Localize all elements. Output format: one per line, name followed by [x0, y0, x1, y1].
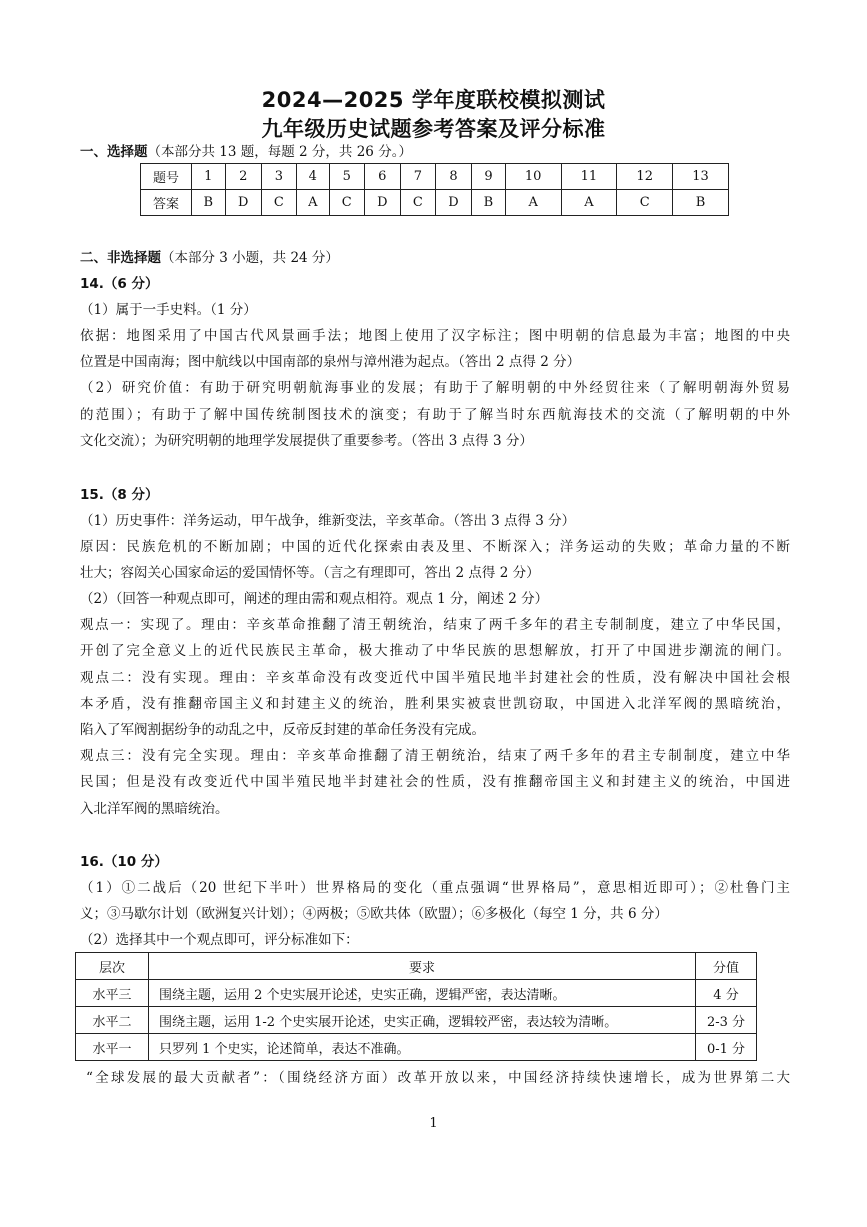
scoring-level-table [75, 952, 757, 1061]
q15-heading: 15.（8 分） [80, 487, 159, 503]
q15-line: 开创了完全意义上的近代民族民主革命，极大推动了中华民族的思想解放，打开了中国进步潮流的闸门。 [80, 643, 790, 659]
row-label-answer: 答案 [141, 190, 192, 216]
q16-heading: 16.（10 分） [80, 854, 168, 870]
requirement-cell: 只罗列 1 个史实，论述简单，表达不准确。 [149, 1034, 696, 1061]
q14-line: 文化交流）；为研究明朝的地理学发展提供了重要参考。（答出 3 点得 3 分） [80, 433, 533, 449]
q15-line: 观点三：没有完全实现。理由：辛亥革命推翻了清王朝统治，结束了两千多年的君主专制制度，建立中华 [80, 748, 790, 764]
header-requirement: 要求 [149, 953, 696, 980]
answer-cell: B [192, 190, 226, 216]
section1-heading-line [80, 140, 790, 164]
section2-heading-line [80, 246, 790, 270]
header-level: 层次 [76, 953, 149, 980]
question-number: 2 [225, 164, 261, 190]
level-cell: 水平一 [76, 1034, 149, 1061]
answer-cell: B [673, 190, 729, 216]
q14-line: 位置是中国南海；图中航线以中国南部的泉州与漳州港为起点。（答出 2 点得 2 分） [80, 354, 581, 370]
score-cell: 0-1 分 [696, 1034, 757, 1061]
q14-line: （1）属于一手史料。（1 分） [80, 302, 257, 318]
exam-title: 2024—2025 学年度联校模拟测试 [261, 88, 606, 112]
exam-subtitle: 九年级历史试题参考答案及评分标准 [261, 117, 606, 141]
question-number: 13 [673, 164, 729, 190]
row-label-number: 题号 [141, 164, 192, 190]
question-number: 4 [296, 164, 329, 190]
question-number: 3 [261, 164, 296, 190]
q14-heading: 14.（6 分） [80, 276, 159, 292]
question-number: 10 [505, 164, 561, 190]
answer-cell: B [472, 190, 506, 216]
q14-line: （2）研究价值：有助于研究明朝航海事业的发展；有助于了解明朝的中外经贸往来（了解明朝海外贸易 [80, 380, 790, 396]
level-cell: 水平二 [76, 1007, 149, 1034]
q16-line: （2）选择其中一个观点即可，评分标准如下： [80, 932, 359, 948]
table-row [141, 190, 729, 216]
q15-line: 民国；但是没有改变近代中国半殖民地半封建社会的性质，没有推翻帝国主义和封建主义的统治，中国进 [80, 774, 790, 790]
answer-cell: C [617, 190, 673, 216]
answer-cell: A [505, 190, 561, 216]
answer-cell: C [329, 190, 364, 216]
table-row [76, 980, 757, 1007]
question-number: 9 [472, 164, 506, 190]
q15-line: 壮大；容闳关心国家命运的爱国情怀等。（言之有理即可，答出 2 点得 2 分） [80, 565, 540, 581]
question-number: 11 [561, 164, 617, 190]
header-score: 分值 [696, 953, 757, 980]
answer-cell: C [400, 190, 435, 216]
answer-cell: A [296, 190, 329, 216]
question-number: 5 [329, 164, 364, 190]
table-header-row [76, 953, 757, 980]
q16-line: （1）①二战后（20 世纪下半叶）世界格局的变化（重点强调“世界格局”，意思相近即可）；②杜鲁门主 [80, 880, 790, 896]
section1-heading: 一、选择题 [80, 144, 148, 160]
q15-line: 入北洋军阀的黑暗统治。 [80, 801, 229, 817]
answer-cell: A [561, 190, 617, 216]
question-number: 12 [617, 164, 673, 190]
q14-line: 依据：地图采用了中国古代风景画手法；地图上使用了汉字标注；图中明朝的信息最为丰富；地图的中央 [80, 328, 790, 344]
q16-line: 义；③马歇尔计划（欧洲复兴计划）；④两极；⑤欧共体（欧盟）；⑥多极化（每空 1 分，共 6 分） [80, 906, 668, 922]
table-row [141, 164, 729, 190]
answer-cell: D [225, 190, 261, 216]
score-cell: 4 分 [696, 980, 757, 1007]
section1-note: （本部分共 13 题，每题 2 分，共 26 分。） [147, 144, 412, 160]
q15-line: 陷入了军阀割据纷争的动乱之中，反帝反封建的革命任务没有完成。 [80, 722, 485, 738]
table-row [76, 1007, 757, 1034]
question-number: 1 [192, 164, 226, 190]
score-cell: 2-3 分 [696, 1007, 757, 1034]
section2-heading: 二、非选择题 [80, 250, 161, 266]
q15-line: 本矛盾，没有推翻帝国主义和封建主义的统治，胜利果实被袁世凯窃取，中国进入北洋军阀的黑暗统治， [80, 696, 790, 712]
requirement-cell: 围绕主题，运用 2 个史实展开论述，史实正确，逻辑严密，表达清晰。 [149, 980, 696, 1007]
question-number: 7 [400, 164, 435, 190]
q16-example-line: “全球发展的最大贡献者”：（围绕经济方面）改革开放以来，中国经济持续快速增长，成为世界第二大 [86, 1070, 790, 1086]
q15-line: （2）（回答一种观点即可，阐述的理由需和观点相符。观点 1 分，阐述 2 分） [80, 591, 549, 607]
answer-cell: D [364, 190, 400, 216]
question-number: 8 [435, 164, 471, 190]
q15-line: （1）历史事件：洋务运动，甲午战争，维新变法，辛亥革命。（答出 3 点得 3 分） [80, 513, 576, 529]
q14-line: 的范围）；有助于了解中国传统制图技术的演变；有助于了解当时东西航海技术的交流（了解明朝的中外 [80, 407, 790, 423]
requirement-cell: 围绕主题，运用 1-2 个史实展开论述，史实正确，逻辑较严密，表达较为清晰。 [149, 1007, 696, 1034]
page-number: 1 [429, 1116, 438, 1131]
level-cell: 水平三 [76, 980, 149, 1007]
answer-cell: D [435, 190, 471, 216]
q15-line: 原因：民族危机的不断加剧；中国的近代化探索由表及里、不断深入；洋务运动的失败；革命力量的不断 [80, 539, 790, 555]
question-number: 6 [364, 164, 400, 190]
section2-note: （本部分 3 小题，共 24 分） [161, 250, 339, 266]
q15-line: 观点二：没有实现。理由：辛亥革命没有改变近代中国半殖民地半封建社会的性质，没有解决中国社会根 [80, 670, 790, 686]
table-row [76, 1034, 757, 1061]
answer-cell: C [261, 190, 296, 216]
q15-line: 观点一：实现了。理由：辛亥革命推翻了清王朝统治，结束了两千多年的君主专制制度，建立了中华民国， [80, 617, 790, 633]
choice-answer-table [140, 163, 729, 216]
